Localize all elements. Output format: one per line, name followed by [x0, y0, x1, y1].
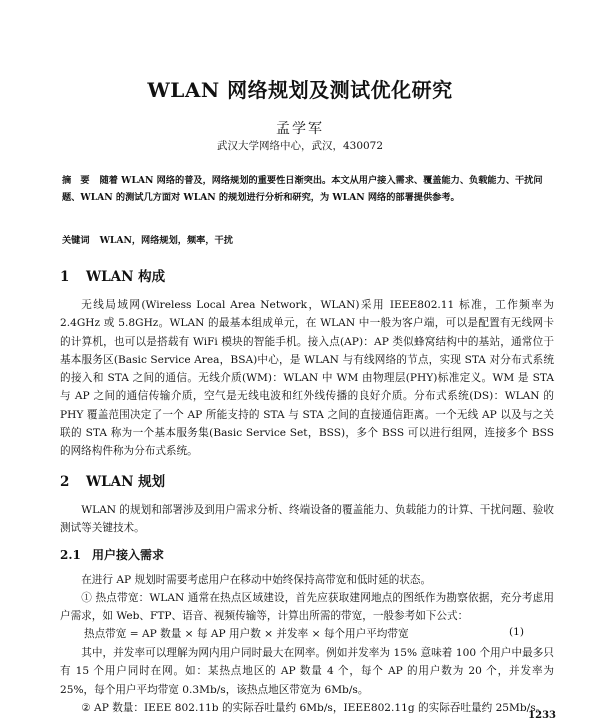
author-affiliation: 武汉大学网络中心，武汉，430072 [216, 140, 384, 152]
concurrency-explanation: 其中，并发率可以理解为网内用户同时最大在网率。例如并发率为 15% 意味着 100 个用户中最多只有 15 个用户同时在网。如：某热点地区的 AP 数量 4 个，每个 AP 的用户数为 20 个，并发率为 25%，每个用户平均带宽 0.3Mb/s，该热点地区带宽为 6Mb/s。 [60, 647, 554, 696]
section-2-1-number: 2.1 [60, 548, 81, 562]
section-2-number: 2 [60, 474, 70, 490]
section-2-1-heading [60, 546, 164, 563]
keywords-label: 关键词 [62, 235, 90, 246]
page-number: 1233 [528, 710, 556, 721]
section-1-paragraph: 无线局域网(Wireless Local Area Network，WLAN)采用 IEEE802.11 标准，工作频率为 2.4GHz 或 5.8GHz。WLAN 的最基本组成单元，在 WLAN 中一般为客户端，可以是配置有无线网卡的计算机，也可以是搭载有 WiFi 模块的智能手机。接入点(AP)：AP 类似蜂窝结构中的基站，通常位于基本服务区(Basic Service Area，BSA)中心，是 WLAN 与有线网络的节点，实现 STA 对分布式系统的接入和 STA 之间的通信。无线介质(WM)：WLAN 中 WM 由物理层(PHY)标准定义。WM 是 STA 与 AP 之间的通信传输介质，空气是无线电波和红外线传播的良好介质。分布式系统(DS)：WLAN 的 PHY 覆盖范围决定了一个 AP 所能支持的 STA 与 STA 之间的直接通信距离。一个无线 AP 以及与之关联的 STA 称为一个基本服务集(Basic Service Set，BSS)，多个 BSS 可以进行组网，连接多个 BSS 的网络构件称为分布式系统。 [60, 299, 554, 458]
abstract [62, 172, 550, 206]
section-1-title: WLAN 构成 [86, 269, 166, 285]
section-2-1-title: 用户接入需求 [92, 548, 165, 562]
ap-count-item: ② AP 数量：IEEE 802.11b 的实际吞吐量约 6Mb/s，IEEE802.11g 的实际吞吐量约 25Mb/s。 [81, 702, 547, 714]
abstract-label: 摘 要 [62, 175, 90, 186]
section-2-heading [60, 470, 165, 490]
section-1-number: 1 [60, 269, 70, 285]
section-2-paragraph: WLAN 的规划和部署涉及到用户需求分析、终端设备的覆盖能力、负载能力的计算、干扰问题、验收测试等关键技术。 [60, 504, 554, 535]
abstract-text: 随着 WLAN 网络的普及，网络规划的重要性日渐突出。本文从用户接入需求、覆盖能力、负载能力、干扰问题、WLAN 的测试几方面对 WLAN 的规划进行分析和研究，为 WLAN 网络的部署提供参考。 [62, 175, 543, 203]
section-2-1-intro: 在进行 AP 规划时需要考虑用户在移动中始终保持高带宽和低时延的状态。 [81, 574, 432, 586]
formula-number: (1) [508, 626, 524, 638]
section-2-title: WLAN 规划 [86, 474, 166, 490]
section-1-heading [60, 265, 165, 285]
bandwidth-formula [84, 626, 524, 641]
formula-text: 热点带宽 = AP 数量 × 每 AP 用户数 × 并发率 × 每个用户平均带宽 [84, 628, 409, 640]
keywords [62, 232, 550, 246]
hotspot-bandwidth-item: ① 热点带宽：WLAN 通常在热点区域建设，首先应获取建网地点的图纸作为勘察依据，充分考虑用户需求，如 Web、FTP、语音、视频传输等，计算出所需的带宽，一般参考如下公式： [60, 592, 554, 623]
keywords-text: WLAN，网络规划，频率，干扰 [99, 235, 233, 246]
paper-title: WLAN 网络规划及测试优化研究 [147, 78, 453, 102]
author-name: 孟学军 [276, 121, 324, 137]
